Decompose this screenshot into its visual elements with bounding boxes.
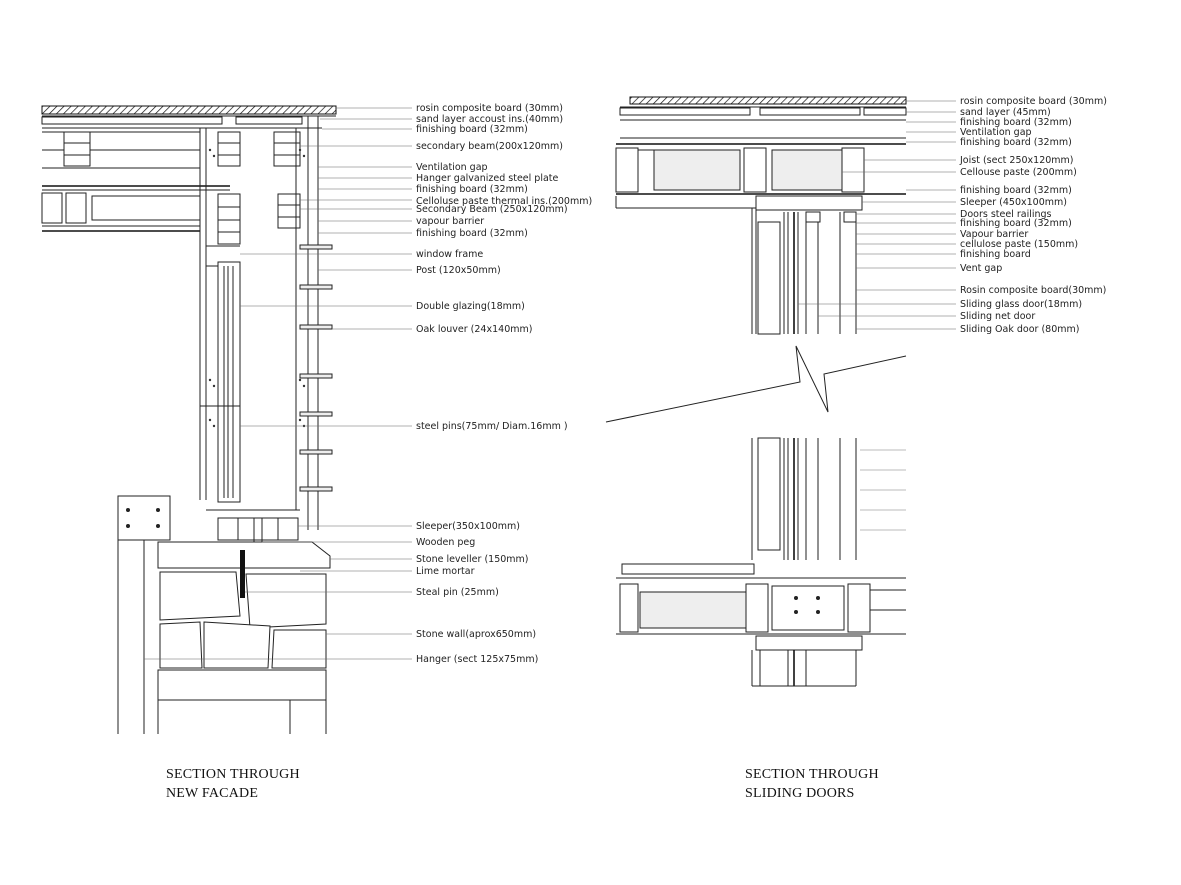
label-r-finishing-board-3: finishing board (32mm) [960, 185, 1072, 196]
label-steel-pins: steel pins(75mm/ Diam.16mm ) [416, 421, 568, 432]
label-r-sleeper: Sleeper (450x100mm) [960, 197, 1067, 208]
label-r-sand-layer: sand layer (45mm) [960, 107, 1051, 118]
hanger [118, 496, 170, 540]
label-r-vapour-barrier: Vapour barrier [960, 229, 1029, 240]
label-r-finishing-board-1: finishing board (32mm) [960, 117, 1072, 128]
label-r-finishing-board-5: finishing board [960, 249, 1031, 260]
label-hanger-steel-plate: Hanger galvanized steel plate [416, 173, 559, 184]
label-r-ventilation-gap: Ventilation gap [960, 127, 1032, 138]
label-hanger: Hanger (sect 125x75mm) [416, 654, 539, 665]
sliding-caption-line2: SLIDING DOORS [745, 786, 855, 801]
label-rosin-composite-board: rosin composite board (30mm) [416, 103, 563, 114]
break-line [606, 346, 906, 422]
facade-section-drawing [42, 106, 336, 734]
sleeper-right [756, 196, 862, 210]
secondary-beam-left [64, 132, 90, 166]
label-wooden-peg: Wooden peg [416, 537, 476, 548]
label-cellulose-paste: Celloluse paste thermal ins.(200mm) [416, 196, 593, 207]
label-finishing-board-2: finishing board (32mm) [416, 184, 528, 195]
facade-caption-line1: SECTION THROUGH [166, 767, 300, 782]
label-r-finishing-board-4: finishing board (32mm) [960, 218, 1072, 229]
sliding-caption-line1: SECTION THROUGH [745, 767, 879, 782]
label-r-rosin-composite-board: rosin composite board (30mm) [960, 96, 1107, 107]
label-r-sliding-oak-door: Sliding Oak door (80mm) [960, 324, 1080, 335]
label-secondary-beam-2: Secondary Beam (250x120mm) [416, 204, 568, 215]
label-finishing-board-3: finishing board (32mm) [416, 228, 528, 239]
label-r-doors-steel-railings: Doors steel railings [960, 209, 1052, 220]
window-frame [218, 262, 240, 502]
label-r-cellulose-paste: cellulose paste (150mm) [960, 239, 1079, 250]
label-post: Post (120x50mm) [416, 265, 501, 276]
roof-composite-board-right [630, 97, 906, 104]
label-r-cellouse-paste: Cellouse paste (200mm) [960, 167, 1077, 178]
facade-caption-line2: NEW FACADE [166, 786, 259, 801]
roof-composite-board [42, 106, 336, 114]
label-sleeper: Sleeper(350x100mm) [416, 521, 520, 532]
label-r-sliding-glass-door: Sliding glass door(18mm) [960, 299, 1083, 310]
label-r-finishing-board-2: finishing board (32mm) [960, 137, 1072, 148]
secondary-beam-lower [92, 196, 200, 220]
sliding-labels [959, 96, 1107, 335]
sliding-doors-section-drawing [606, 97, 906, 686]
label-r-rosin-composite-board-2: Rosin composite board(30mm) [960, 285, 1107, 296]
steel-pin [240, 550, 245, 598]
label-vapour-barrier: vapour barrier [416, 216, 485, 227]
label-finishing-board-1: finishing board (32mm) [416, 124, 528, 135]
label-lime-mortar: Lime mortar [416, 566, 475, 577]
label-steal-pin: Steal pin (25mm) [416, 587, 499, 598]
label-r-joist: Joist (sect 250x120mm) [960, 155, 1074, 166]
label-secondary-beam: secondary beam(200x120mm) [416, 141, 564, 152]
label-window-frame: window frame [416, 249, 484, 260]
oak-louvers [300, 245, 332, 491]
label-ventilation-gap: Ventilation gap [416, 162, 488, 173]
label-oak-louver: Oak louver (24x140mm) [416, 324, 533, 335]
label-stone-wall: Stone wall(aprox650mm) [416, 629, 537, 640]
sleeper [218, 518, 298, 540]
label-r-vent-gap: Vent gap [960, 263, 1003, 274]
sliding-leader-lines [798, 101, 956, 329]
facade-labels [416, 103, 592, 665]
label-stone-leveller: Stone leveller (150mm) [416, 554, 529, 565]
joist [654, 150, 740, 190]
label-sand-layer: sand layer accoust ins.(40mm) [416, 114, 564, 125]
label-double-glazing: Double glazing(18mm) [416, 301, 525, 312]
label-r-sliding-net-door: Sliding net door [960, 311, 1036, 322]
sleeper-lower [640, 592, 746, 628]
